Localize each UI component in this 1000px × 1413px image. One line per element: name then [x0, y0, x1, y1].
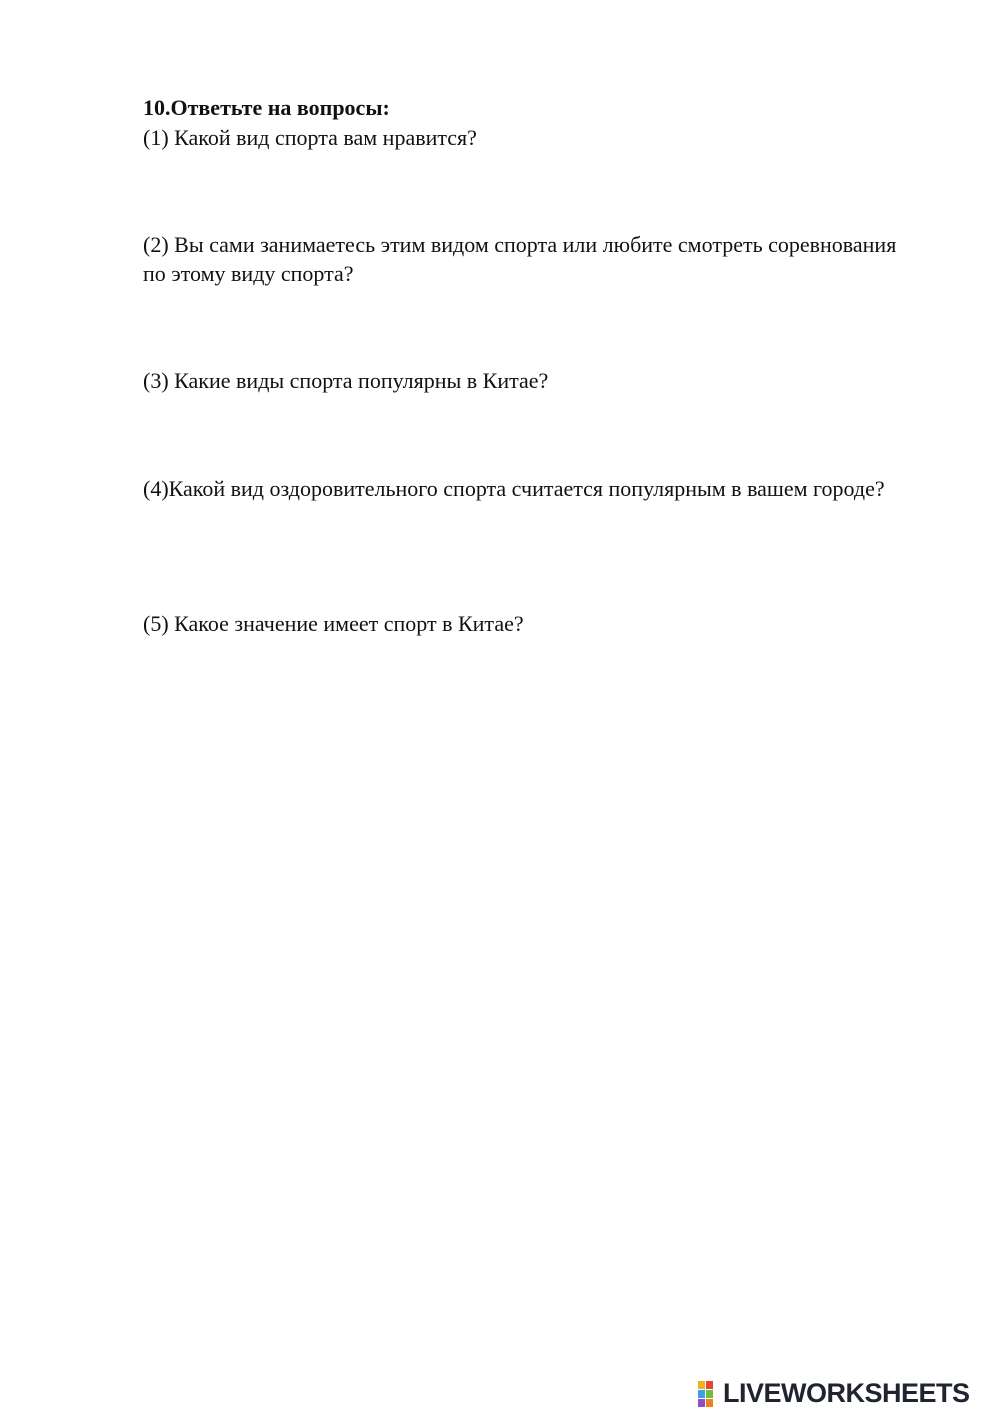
- logo-block: [706, 1399, 713, 1407]
- liveworksheets-logo-icon: [698, 1379, 720, 1407]
- question-2: (2) Вы сами занимаетесь этим видом спорта или любите смотреть соревнования по этому виду спорта?: [143, 232, 897, 286]
- question-1: (1) Какой вид спорта вам нравится?: [143, 125, 477, 150]
- logo-block: [706, 1381, 713, 1389]
- liveworksheets-logo: [698, 1376, 970, 1410]
- question-3: (3) Какие виды спорта популярны в Китае?: [143, 368, 549, 393]
- logo-block: [698, 1390, 705, 1398]
- question-4: (4)Какой вид оздоровительного спорта считается популярным в вашем городе?: [143, 476, 885, 501]
- question-5: (5) Какое значение имеет спорт в Китае?: [143, 611, 524, 636]
- logo-block: [706, 1390, 713, 1398]
- logo-block: [698, 1399, 705, 1407]
- logo-text: LIVEWORKSHEETS: [723, 1378, 970, 1408]
- logo-block: [698, 1381, 705, 1389]
- exercise-title: 10.Ответьте на вопросы:: [143, 95, 390, 120]
